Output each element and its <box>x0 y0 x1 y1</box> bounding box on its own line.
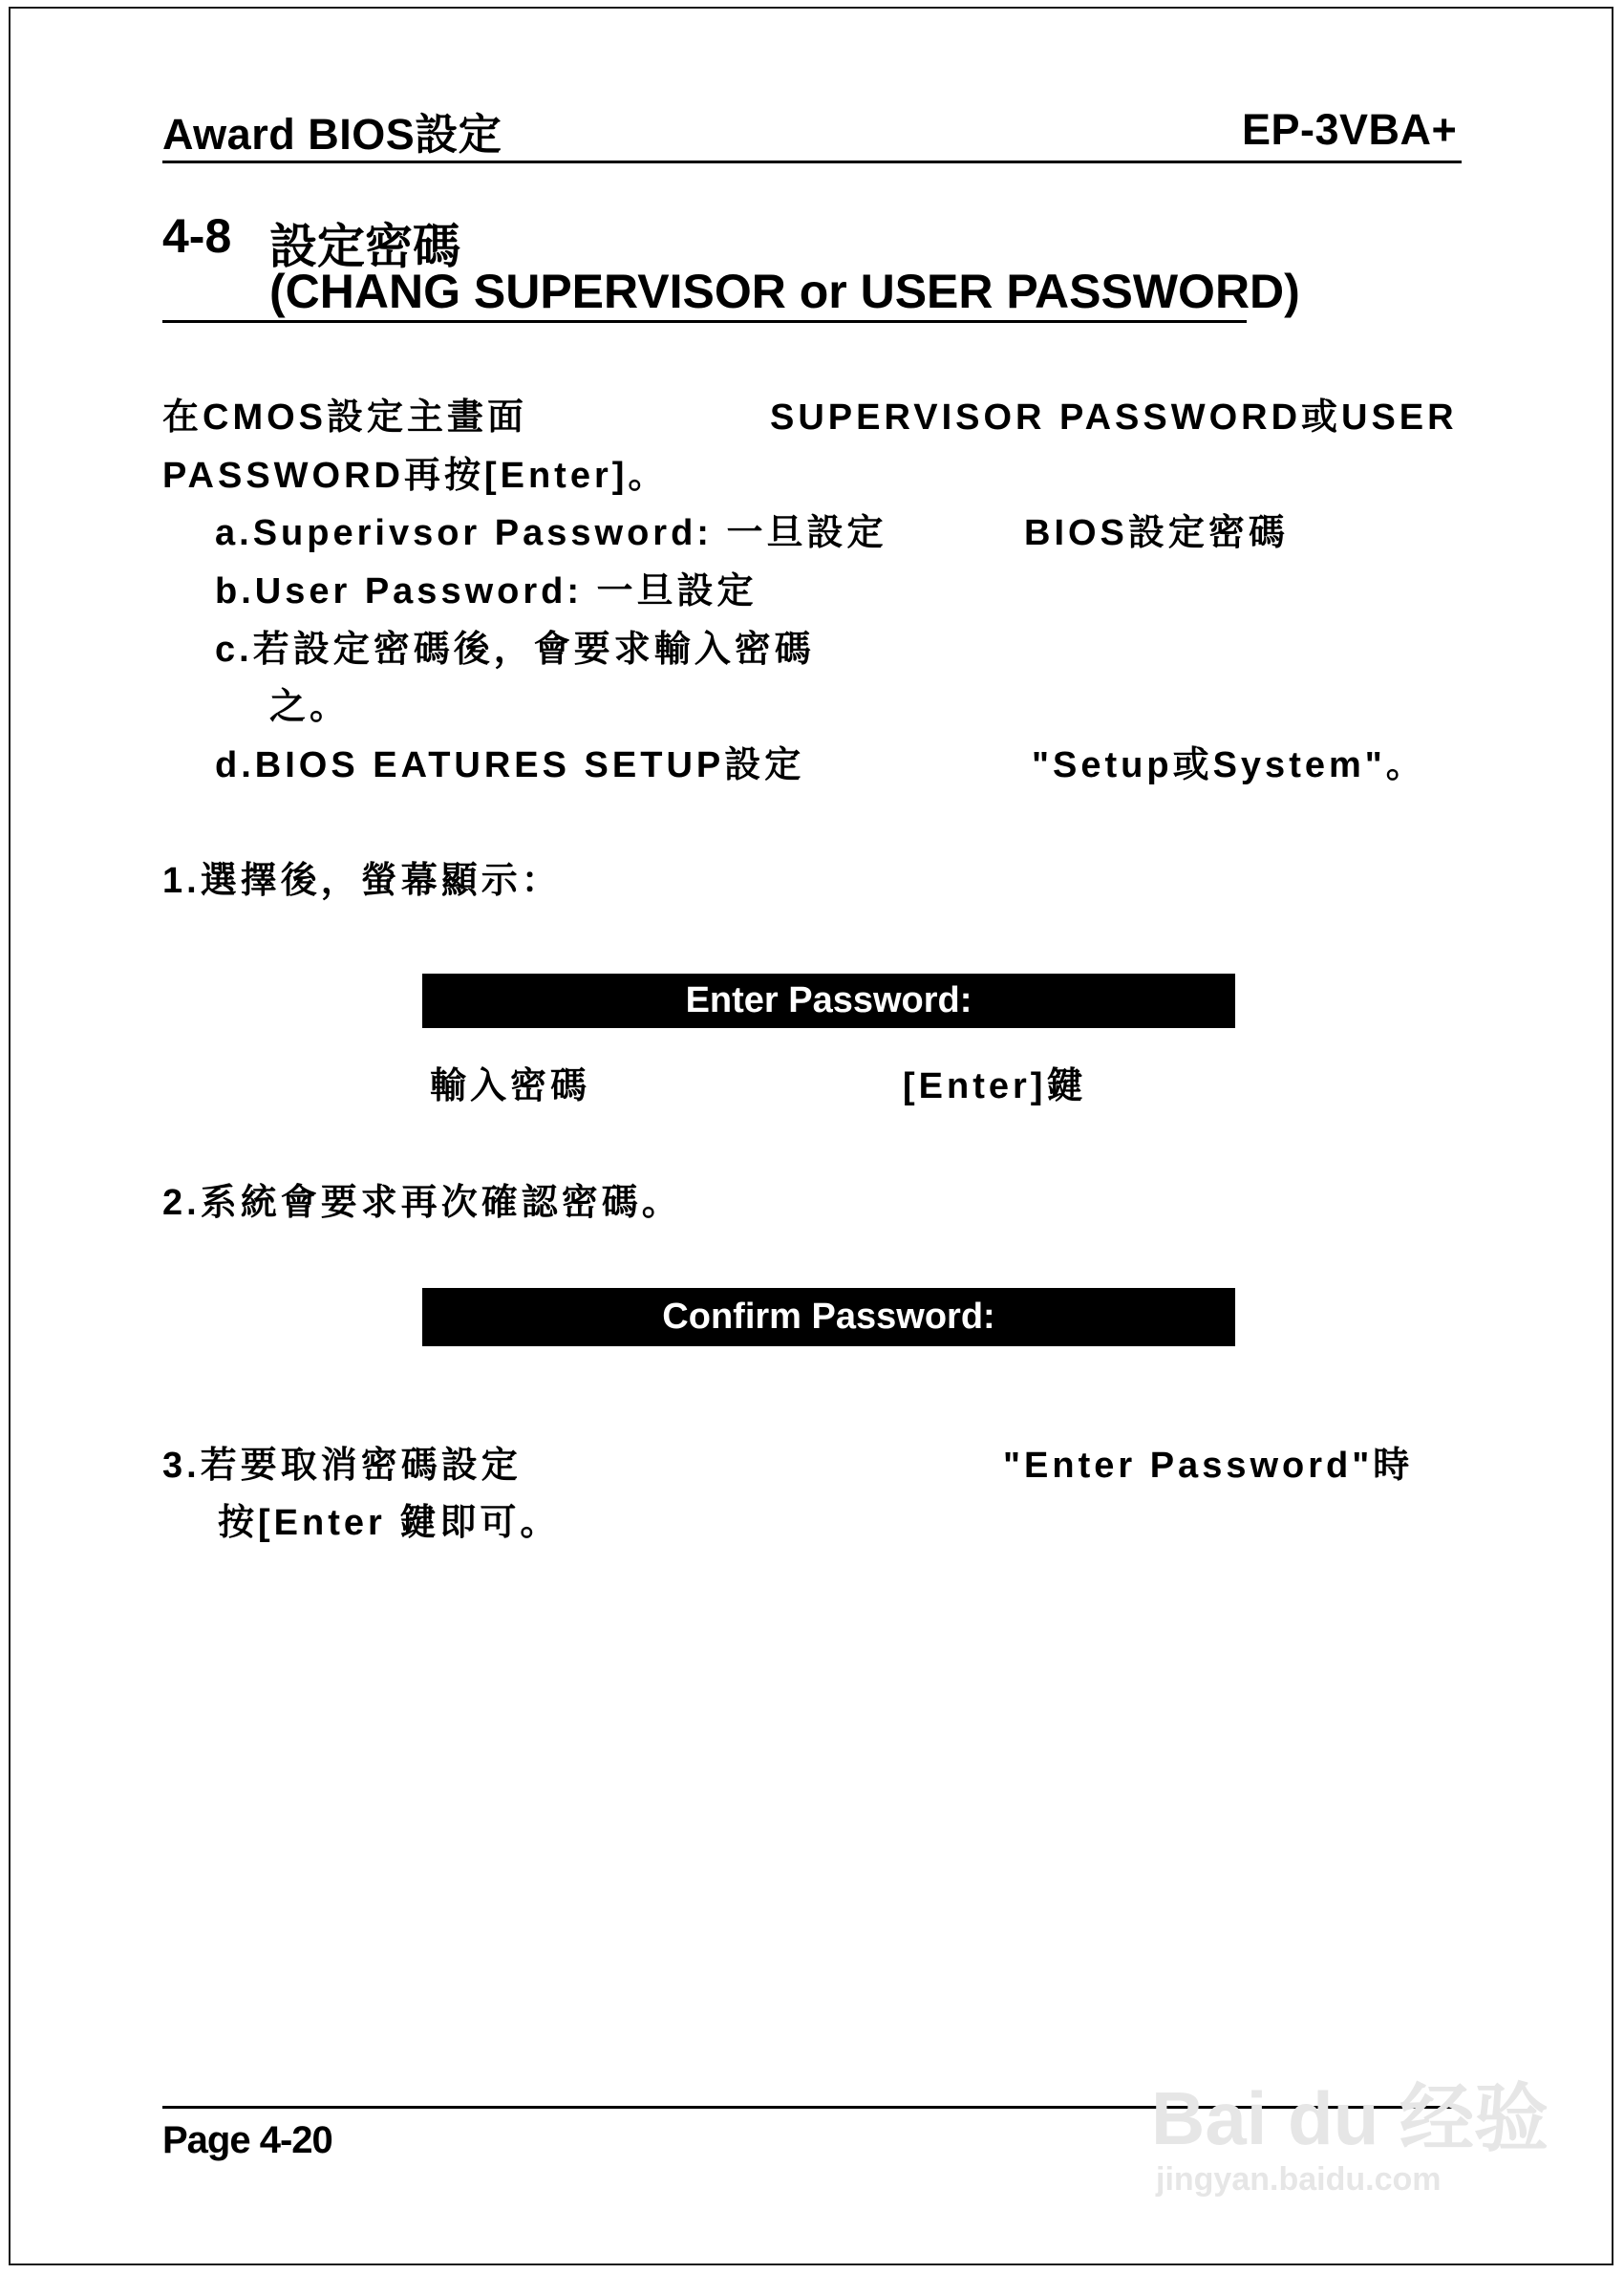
item-c-cont: 之。 <box>269 687 351 727</box>
item-d-left: d.BIOS EATURES SETUP設定 <box>215 745 805 785</box>
step-2: 2.系統會要求再次確認密碼。 <box>162 1183 682 1223</box>
watermark-url: jingyan.baidu.com <box>1156 2161 1442 2198</box>
item-a-left: a.Superivsor Password: 一旦設定 <box>215 513 887 553</box>
header-left: Award BIOS設定 <box>162 110 502 159</box>
section-number: 4-8 <box>162 209 232 263</box>
section-rule <box>162 320 1247 323</box>
section-title-cn: 設定密碼 <box>269 220 460 273</box>
item-a-right: BIOS設定密碼 <box>1024 513 1289 553</box>
step-3-line2: 按[Enter 鍵即可。 <box>218 1503 561 1543</box>
item-d-right: "Setup或System"。 <box>1032 745 1426 785</box>
intro-line1-right: SUPERVISOR PASSWORD或USER <box>770 397 1458 438</box>
page-border <box>9 7 1613 2265</box>
intro-line2: PASSWORD再按[Enter]。 <box>162 456 669 496</box>
step-1: 1.選擇後，螢幕顯示： <box>162 861 562 901</box>
step-3-right: "Enter Password"時 <box>1003 1446 1414 1486</box>
header-rule <box>162 161 1462 163</box>
hint-right: [Enter]鍵 <box>903 1066 1087 1106</box>
page-number: Page 4-20 <box>162 2119 332 2161</box>
section-title-en: (CHANG SUPERVISOR or USER PASSWORD) <box>269 265 1300 318</box>
confirm-password-bar: Confirm Password: <box>422 1288 1235 1346</box>
watermark-brand: Bai du 经验 <box>1151 2076 1549 2160</box>
intro-line1-left: 在CMOS設定主畫面 <box>162 397 528 438</box>
step-3-left: 3.若要取消密碼設定 <box>162 1446 522 1486</box>
item-b: b.User Password: 一旦設定 <box>215 571 758 611</box>
enter-password-bar: Enter Password: <box>422 974 1235 1028</box>
header-right: EP-3VBA+ <box>1242 105 1458 154</box>
item-c: c.若設定密碼後，會要求輸入密碼 <box>215 630 815 670</box>
hint-left: 輸入密碼 <box>430 1066 591 1106</box>
